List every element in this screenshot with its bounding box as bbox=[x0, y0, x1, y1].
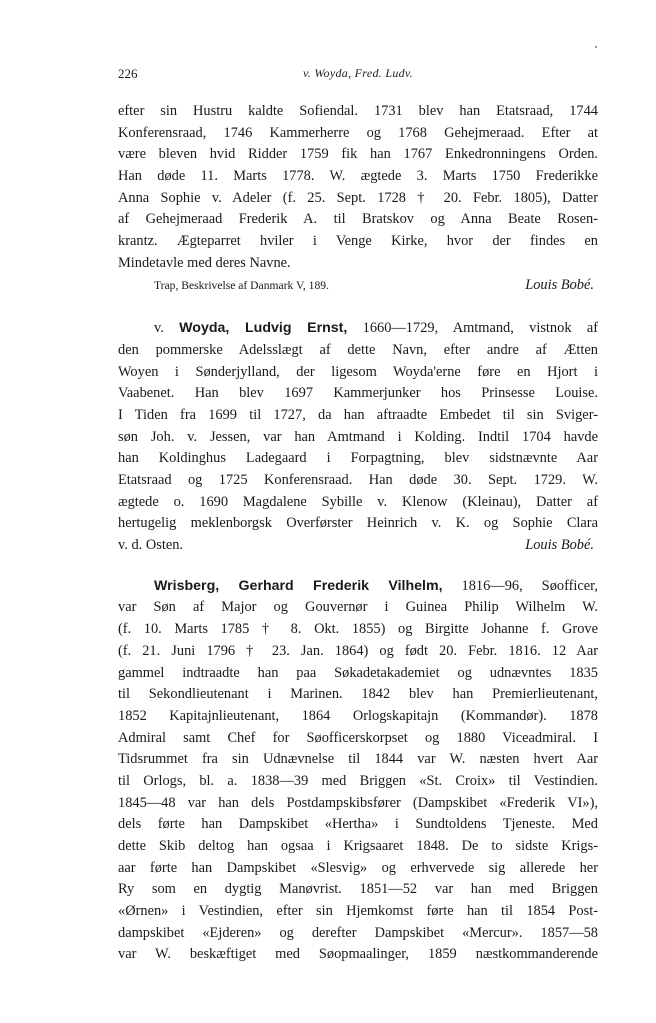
body-text bbox=[118, 101, 598, 966]
text-line: efter sin Hustru kaldte Sofiendal. 1731 blev han Etatsraad, 1744 bbox=[118, 103, 598, 119]
text-line: Konferensraad, 1746 Kammerherre og 1768 Gehejmeraad. Efter at bbox=[118, 124, 598, 141]
text-line: Admiral samt Chef for Søofficerskorpset og 1880 Viceadmiral. I bbox=[118, 729, 598, 746]
text-line: til Sekondlieutenant i Marinen. 1842 blev han Premierlieutenant, bbox=[118, 686, 598, 703]
text-line: søn Joh. v. Jessen, var han Amtmand i Kolding. Indtil 1704 havde bbox=[118, 428, 598, 445]
text-line: til Orlogs, bl. a. 1838—39 med Briggen «St. Croix» til Vestindien. bbox=[118, 772, 598, 789]
text-line: Ry som en dygtig Manøvrist. 1851—52 var han med Briggen bbox=[118, 881, 598, 898]
headword: Woyda, Ludvig Ernst, bbox=[179, 320, 348, 337]
page-header bbox=[118, 66, 598, 84]
text-line: var Søn af Major og Gouvernør i Guinea Philip Wilhelm W. bbox=[118, 599, 598, 616]
text-line: v. d. Osten. bbox=[118, 537, 184, 554]
reference: Trap, Beskrivelse af Danmark V, 189. bbox=[154, 278, 329, 292]
text-line: ægtede o. 1690 Magdalene Sybille v. Klenow (Kleinau), Datter af bbox=[118, 493, 598, 510]
text-line: Etatsraad og 1725 Konferensraad. Han døde 30. Sept. 1729. W. bbox=[118, 472, 598, 488]
page-speck bbox=[595, 46, 597, 48]
text-line: Vaabenet. Han blev 1697 Kammerjunker hos Prinsesse Louise. bbox=[118, 385, 598, 402]
text-line: gammel indtraadte han paa Søkadetakademiet og udnævntes 1835 bbox=[118, 664, 598, 681]
author-signature: Louis Bobé. bbox=[525, 276, 594, 293]
text-line: krantz. Ægteparret hviler i Venge Kirke, hvor der findes en bbox=[118, 233, 598, 250]
text-line: Han døde 11. Marts 1778. W. ægtede 3. Marts 1750 Frederikke bbox=[118, 168, 598, 185]
text-line: Tidsrummet fra sin Udnævnelse til 1844 var W. næsten hvert Aar bbox=[118, 751, 598, 768]
entry-first-line bbox=[118, 318, 598, 340]
text-line: hertugelig meklenborgsk Overførster Heinrich v. K. og Sophie Clara bbox=[118, 515, 598, 532]
text-line: Mindetavle med deres Navne. bbox=[118, 254, 291, 271]
text-line: 1852 Kapitajnlieutenant, 1864 Orlogskapitajn (Kommandør). 1878 bbox=[118, 707, 598, 724]
headword: Wrisberg, Gerhard Frederik Vilhelm, bbox=[154, 577, 443, 594]
text-line: Woyen i Sønderjylland, der ligesom Woyda'erne føre en Hjort i bbox=[118, 363, 598, 380]
entry-first-line bbox=[118, 576, 598, 598]
headword-prefix: v. bbox=[154, 320, 180, 337]
page-number: 226 bbox=[118, 66, 138, 81]
reference-line bbox=[118, 275, 598, 297]
text-line: dette Skib deltog han ogsaa i Krigsaaret 1848. De to sidste Krigs- bbox=[118, 838, 598, 854]
text-line: 1845—48 var han dels Postdampskibsfører (Dampskibet «Frederik VI»), bbox=[118, 794, 598, 811]
text-line: dels førte han Dampskibet «Hertha» i Sundtoldens Tjeneste. Med bbox=[118, 816, 598, 833]
text-line: «Ørnen» i Vestindien, efter sin Hjemkomst førte han til 1854 Post- bbox=[118, 903, 598, 920]
text-line: var W. beskæftiget med Søopmaalinger, 1859 næstkommanderende bbox=[118, 946, 598, 963]
text-line: Anna Sophie v. Adeler (f. 25. Sept. 1728 † 20. Febr. 1805), Datter bbox=[118, 189, 598, 206]
entry-spacer bbox=[118, 557, 598, 576]
text-line: dampskibet «Ejderen» og derefter Dampskibet «Mercur». 1857—58 bbox=[118, 924, 598, 941]
text-line: den pommerske Adelsslægt af dette Navn, efter andre af Ætten bbox=[118, 341, 598, 358]
author-signature: Louis Bobé. bbox=[525, 537, 594, 554]
text-line: I Tiden fra 1699 til 1727, da han aftraadte Embedet til sin Sviger- bbox=[118, 406, 598, 423]
text-line: han Koldinghus Ladegaard i Forpagtning, blev sidstnævnte Aar bbox=[118, 450, 598, 467]
first-line-rest: 1660—1729, Amtmand, vistnok af bbox=[347, 320, 598, 337]
first-line-rest: 1816—96, Søofficer, bbox=[442, 577, 598, 594]
text-line: af Gehejmeraad Frederik A. til Bratskov og Anna Beate Rosen- bbox=[118, 211, 598, 228]
entry-wrisberg bbox=[118, 576, 598, 966]
entry-spacer bbox=[118, 296, 598, 318]
text-line: være bleven hvid Ridder 1759 fik han 1767 Enkedronningens Orden. bbox=[118, 146, 598, 163]
text-line: aar førte han Dampskibet «Slesvig» og erhvervede sig allerede her bbox=[118, 859, 598, 876]
entry-woyda-ludvig bbox=[118, 318, 598, 557]
entry-woyda-fred bbox=[118, 101, 598, 296]
text-line: (f. 21. Juni 1796 † 23. Jan. 1864) og født 20. Febr. 1816. 12 Aar bbox=[118, 642, 598, 659]
running-head: v. Woyda, Fred. Ludv. bbox=[303, 66, 413, 80]
closing-line bbox=[118, 535, 598, 557]
text-line: (f. 10. Marts 1785 † 8. Okt. 1855) og Birgitte Johanne f. Grove bbox=[118, 621, 598, 638]
